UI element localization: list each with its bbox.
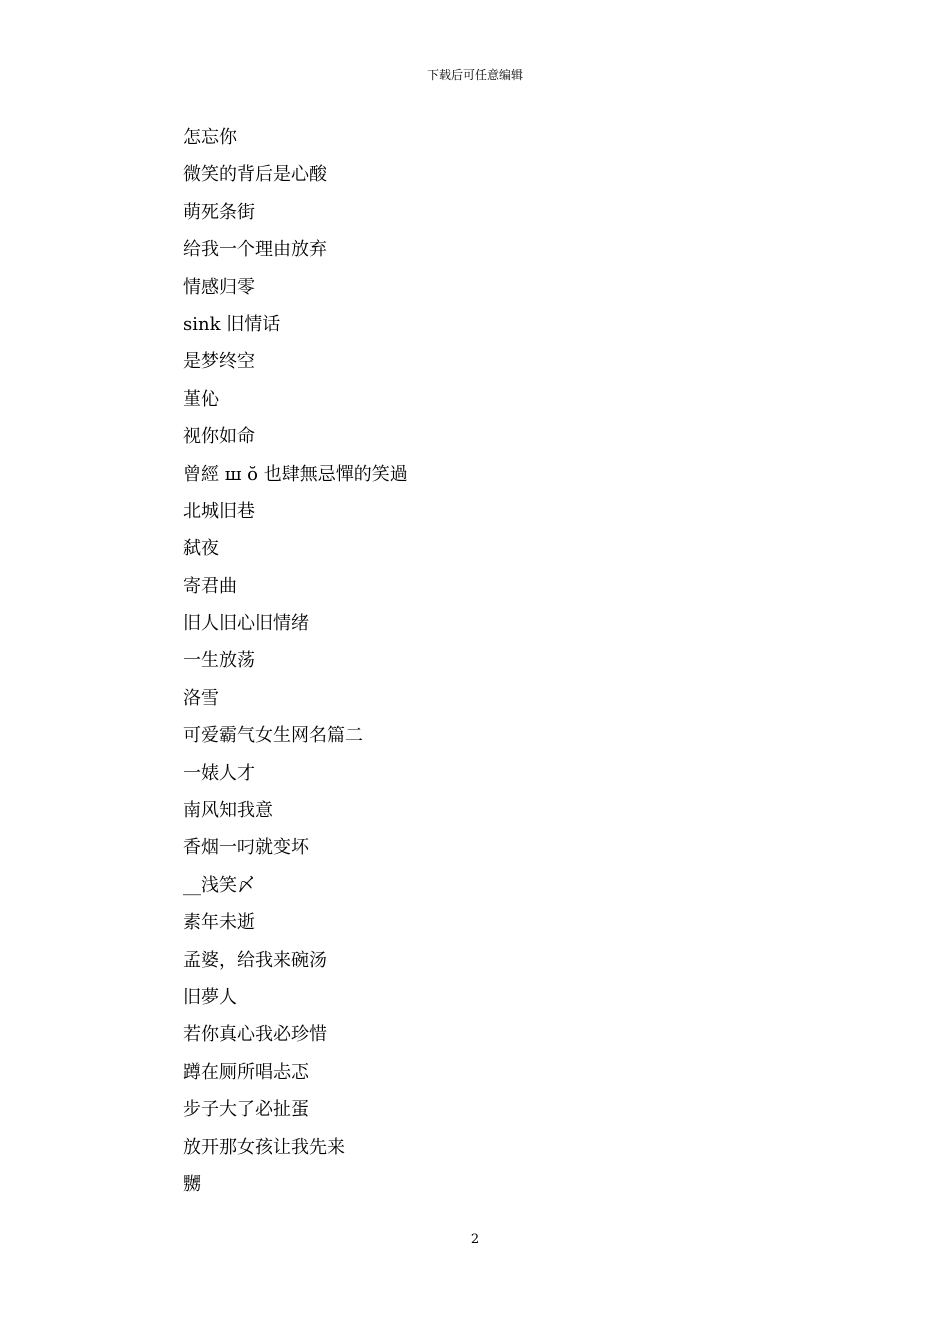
list-item: 怎忘你 <box>183 127 237 148</box>
list-item: 北城旧巷 <box>183 500 255 522</box>
list-item: 曾經 ш ŏ 也肆無忌憚的笑過 <box>183 463 408 485</box>
page-header: 下载后可任意编辑 <box>426 68 523 82</box>
list-item: 香烟一叼就变坏 <box>183 837 309 859</box>
list-item: 南风知我意 <box>183 800 273 822</box>
list-item: 蹲在厕所唱忐忑 <box>183 1061 309 1083</box>
list-item: 一婊人才 <box>183 762 255 784</box>
list-item: 弑夜 <box>183 538 219 560</box>
list-item: 旧人旧心旧情绪 <box>183 613 309 635</box>
list-item: 给我一个理由放弃 <box>183 239 327 261</box>
list-item: 洛雪 <box>183 687 219 709</box>
list-item: 若你真心我必珍惜 <box>183 1024 327 1046</box>
list-item: 堇伈 <box>183 388 219 410</box>
list-item: __浅笑〆 <box>183 874 255 896</box>
list-item: 情感归零 <box>183 276 255 298</box>
list-item: 萌死条街 <box>183 201 255 223</box>
section-heading: 可爱霸气女生网名篇二 <box>183 725 363 747</box>
list-item: 微笑的背后是心酸 <box>183 164 327 186</box>
list-item: 素年未逝 <box>183 912 255 934</box>
list-item: sink 旧情话 <box>183 313 281 335</box>
list-item: 寄君曲 <box>183 575 237 597</box>
list-item: 放开那女孩让我先来 <box>183 1136 345 1158</box>
list-item: 步子大了必扯蛋 <box>183 1099 309 1121</box>
list-item: 旧夢人 <box>183 986 237 1008</box>
list-item: 孟婆，给我来碗汤 <box>183 949 327 971</box>
page-number: 2 <box>470 1232 480 1247</box>
list-item: 嬲 <box>183 1173 201 1195</box>
list-item: 视你如命 <box>183 426 255 448</box>
name-list <box>183 119 783 1203</box>
list-item: 一生放荡 <box>183 650 255 672</box>
list-item: 是梦终空 <box>183 351 255 373</box>
